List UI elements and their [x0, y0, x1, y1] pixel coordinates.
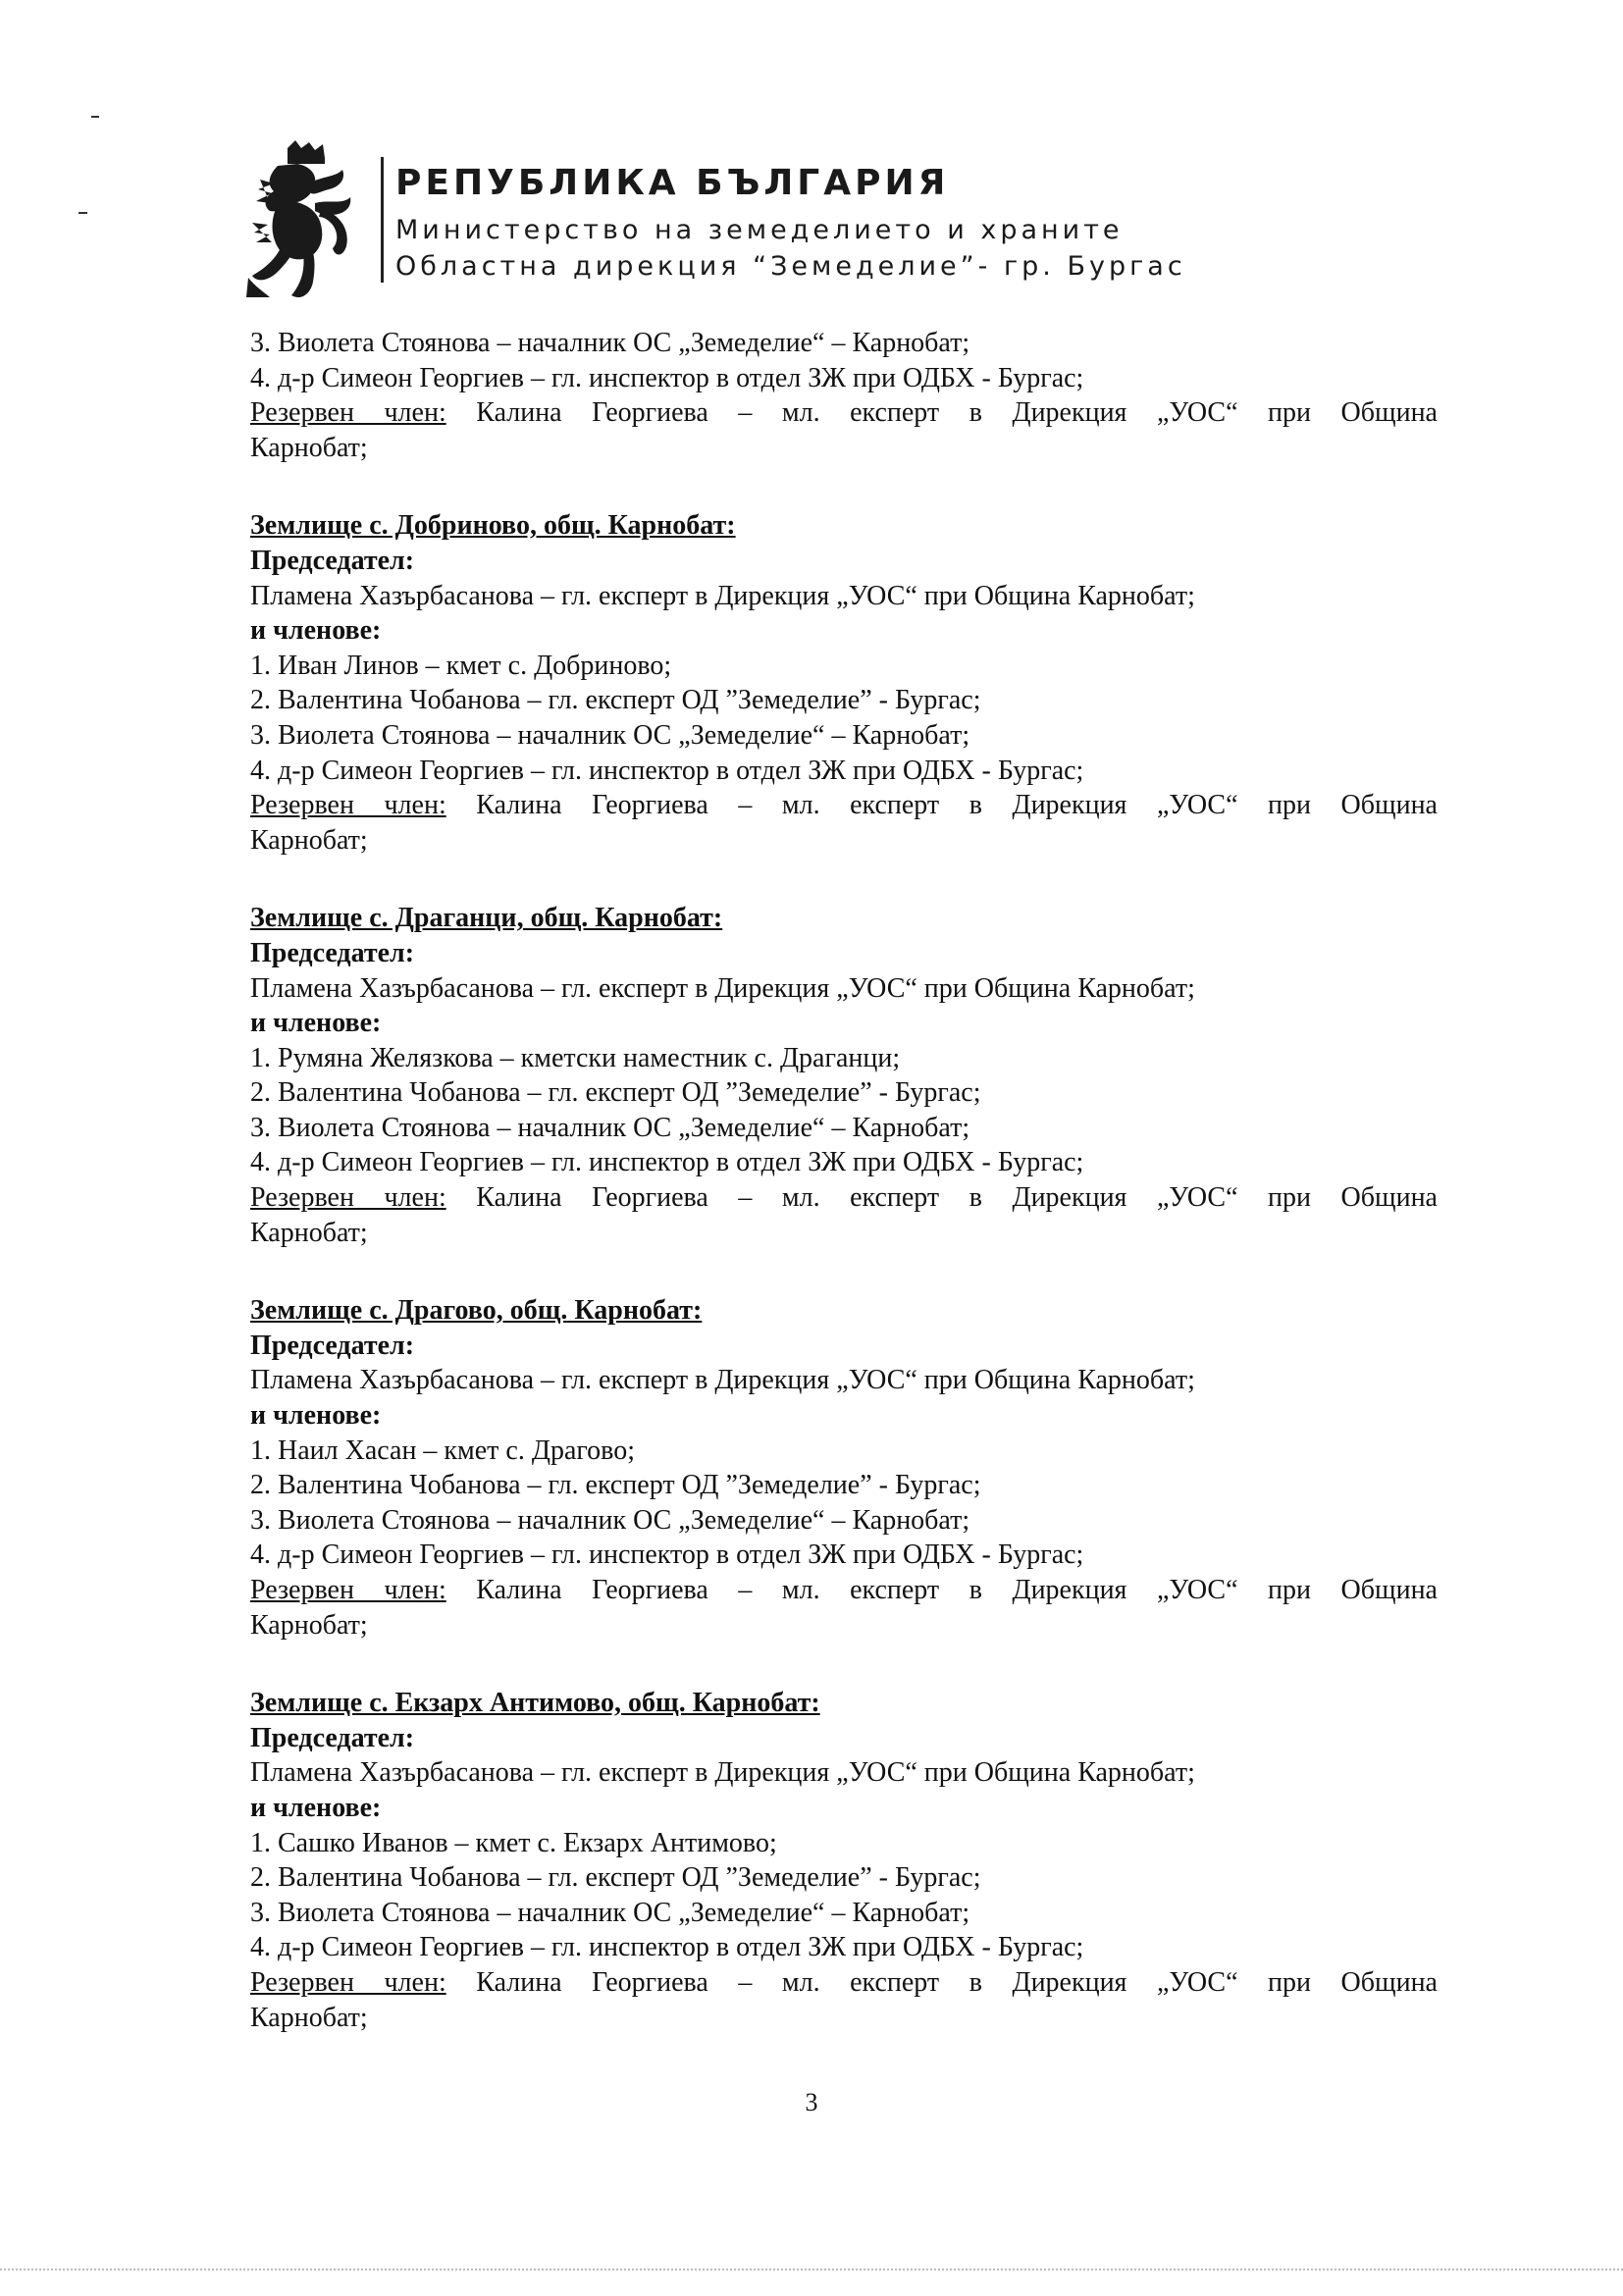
members-label: и членове:: [250, 615, 382, 647]
reserve-member-cont: Карнобат;: [250, 2002, 368, 2033]
reserve-label: Резервен член:: [250, 790, 446, 821]
reserve-text: Калина Георгиева – мл. експерт в Дирекция „УОС“ при Община: [445, 1966, 1438, 1998]
chair-label: Председател:: [250, 1722, 415, 1753]
page-number: 3: [805, 2088, 818, 2116]
reserve-member-cont: Карнобат;: [250, 432, 368, 463]
chair-label: Председател:: [250, 1330, 415, 1361]
reserve-member-line: [250, 1965, 1438, 2001]
member-line: 2. Валентина Чобанова – гл. експерт ОД ”Земеделие” - Бургас;: [250, 1862, 981, 1894]
reserve-member-cont: Карнобат;: [250, 824, 368, 856]
reserve-text: Калина Георгиева – мл. експерт в Дирекция „УОС“ при Община: [445, 397, 1438, 429]
letterhead: [240, 135, 1320, 302]
member-line: 2. Валентина Чобанова – гл. експерт ОД ”Земеделие” - Бургас;: [250, 1470, 981, 1501]
scan-edge: [0, 2269, 1623, 2270]
member-line: 1. Румяна Желязкова – кметски наместник с. Драганци;: [250, 1042, 901, 1073]
section-title: Землище с. Екзарх Антимово, общ. Карнобат:: [250, 1688, 820, 1719]
member-line: 4. д-р Симеон Георгиев – гл. инспектор в отдел ЗЖ при ОДБХ - Бургас;: [250, 1539, 1084, 1571]
reserve-label: Резервен член:: [250, 397, 446, 429]
lion-coat-of-arms-icon: [240, 140, 368, 302]
member-line: 4. д-р Симеон Георгиев – гл. инспектор в отдел ЗЖ при ОДБХ - Бургас;: [250, 755, 1084, 786]
chair-label: Председател:: [250, 545, 415, 576]
section-title: Землище с. Добриново, общ. Карнобат:: [250, 510, 736, 542]
chair-line: Пламена Хазърбасанова – гл. експерт в Дирекция „УОС“ при Община Карнобат;: [250, 580, 1195, 611]
margin-mark: [79, 212, 87, 214]
reserve-member-cont: Карнобат;: [250, 1217, 368, 1248]
member-line: 4. д-р Симеон Георгиев – гл. инспектор в отдел ЗЖ при ОДБХ - Бургас;: [250, 1147, 1084, 1178]
chair-line: Пламена Хазърбасанова – гл. експерт в Дирекция „УОС“ при Община Карнобат;: [250, 972, 1195, 1004]
member-line: 1. Иван Линов – кмет с. Добриново;: [250, 650, 672, 681]
member-line: 1. Сашко Иванов – кмет с. Екзарх Антимово;: [250, 1827, 777, 1858]
member-line: 3. Виолета Стоянова – началник ОС „Земеделие“ – Карнобат;: [250, 328, 970, 358]
member-line: 4. д-р Симеон Георгиев – гл. инспектор в отдел ЗЖ при ОДБХ - Бургас;: [250, 362, 1084, 393]
member-line: 1. Наил Хасан – кмет с. Драгово;: [250, 1435, 635, 1466]
document-body: [250, 326, 1438, 2035]
chair-line: Пламена Хазърбасанова – гл. експерт в Дирекция „УОС“ при Община Карнобат;: [250, 1757, 1195, 1789]
section-draganci: [250, 901, 1438, 1250]
reserve-label: Резервен член:: [250, 1182, 446, 1214]
reserve-text: Калина Георгиева – мл. експерт в Дирекция „УОС“ при Община: [445, 790, 1438, 821]
section-dobrinovo: [250, 508, 1438, 858]
member-line: 2. Валентина Чобанова – гл. експерт ОД ”Земеделие” - Бургас;: [250, 1077, 981, 1109]
section-title: Землище с. Драгово, общ. Карнобат:: [250, 1295, 703, 1327]
reserve-member-line: [250, 1573, 1438, 1608]
reserve-text: Калина Георгиева – мл. експерт в Дирекция „УОС“ при Община: [445, 1182, 1438, 1214]
chair-line: Пламена Хазърбасанова – гл. експерт в Дирекция „УОС“ при Община Карнобат;: [250, 1365, 1195, 1396]
section-ekzarh-antimovo: [250, 1686, 1438, 2035]
members-label: и членове:: [250, 1400, 382, 1432]
reserve-member-line: [250, 788, 1438, 823]
member-line: 3. Виолета Стоянова – началник ОС „Земеделие“ – Карнобат;: [250, 1504, 970, 1536]
section-title: Землище с. Драганци, общ. Карнобат:: [250, 903, 723, 934]
reserve-member-line: [250, 395, 1438, 431]
header-directorate: Областна дирекция “Земеделие”- гр. Бургас: [395, 251, 1186, 282]
header-divider: [381, 157, 384, 283]
member-line: 3. Виолета Стоянова – началник ОС „Земеделие“ – Карнобат;: [250, 1897, 970, 1928]
margin-mark: [91, 116, 99, 118]
member-line: 2. Валентина Чобанова – гл. експерт ОД ”Земеделие” - Бургас;: [250, 685, 981, 716]
member-line: 3. Виолета Стоянова – началник ОС „Земеделие“ – Карнобат;: [250, 719, 970, 751]
header-ministry: Министерство на земеделието и храните: [395, 215, 1124, 245]
chair-label: Председател:: [250, 937, 415, 968]
reserve-label: Резервен член:: [250, 1966, 446, 1998]
reserve-member-cont: Карнобат;: [250, 1609, 368, 1641]
member-line: 4. д-р Симеон Георгиев – гл. инспектор в отдел ЗЖ при ОДБХ - Бургас;: [250, 1932, 1084, 1963]
members-label: и членове:: [250, 1792, 382, 1823]
member-line: 3. Виолета Стоянова – началник ОС „Земеделие“ – Карнобат;: [250, 1112, 970, 1143]
members-label: и членове:: [250, 1008, 382, 1039]
reserve-label: Резервен член:: [250, 1575, 446, 1605]
section-dragovo: [250, 1293, 1438, 1643]
header-title: РЕПУБЛИКА БЪЛГАРИЯ: [395, 163, 950, 203]
reserve-member-line: [250, 1180, 1438, 1216]
reserve-text: Калина Георгиева – мл. експерт в Дирекция „УОС“ при Община: [445, 1575, 1438, 1605]
